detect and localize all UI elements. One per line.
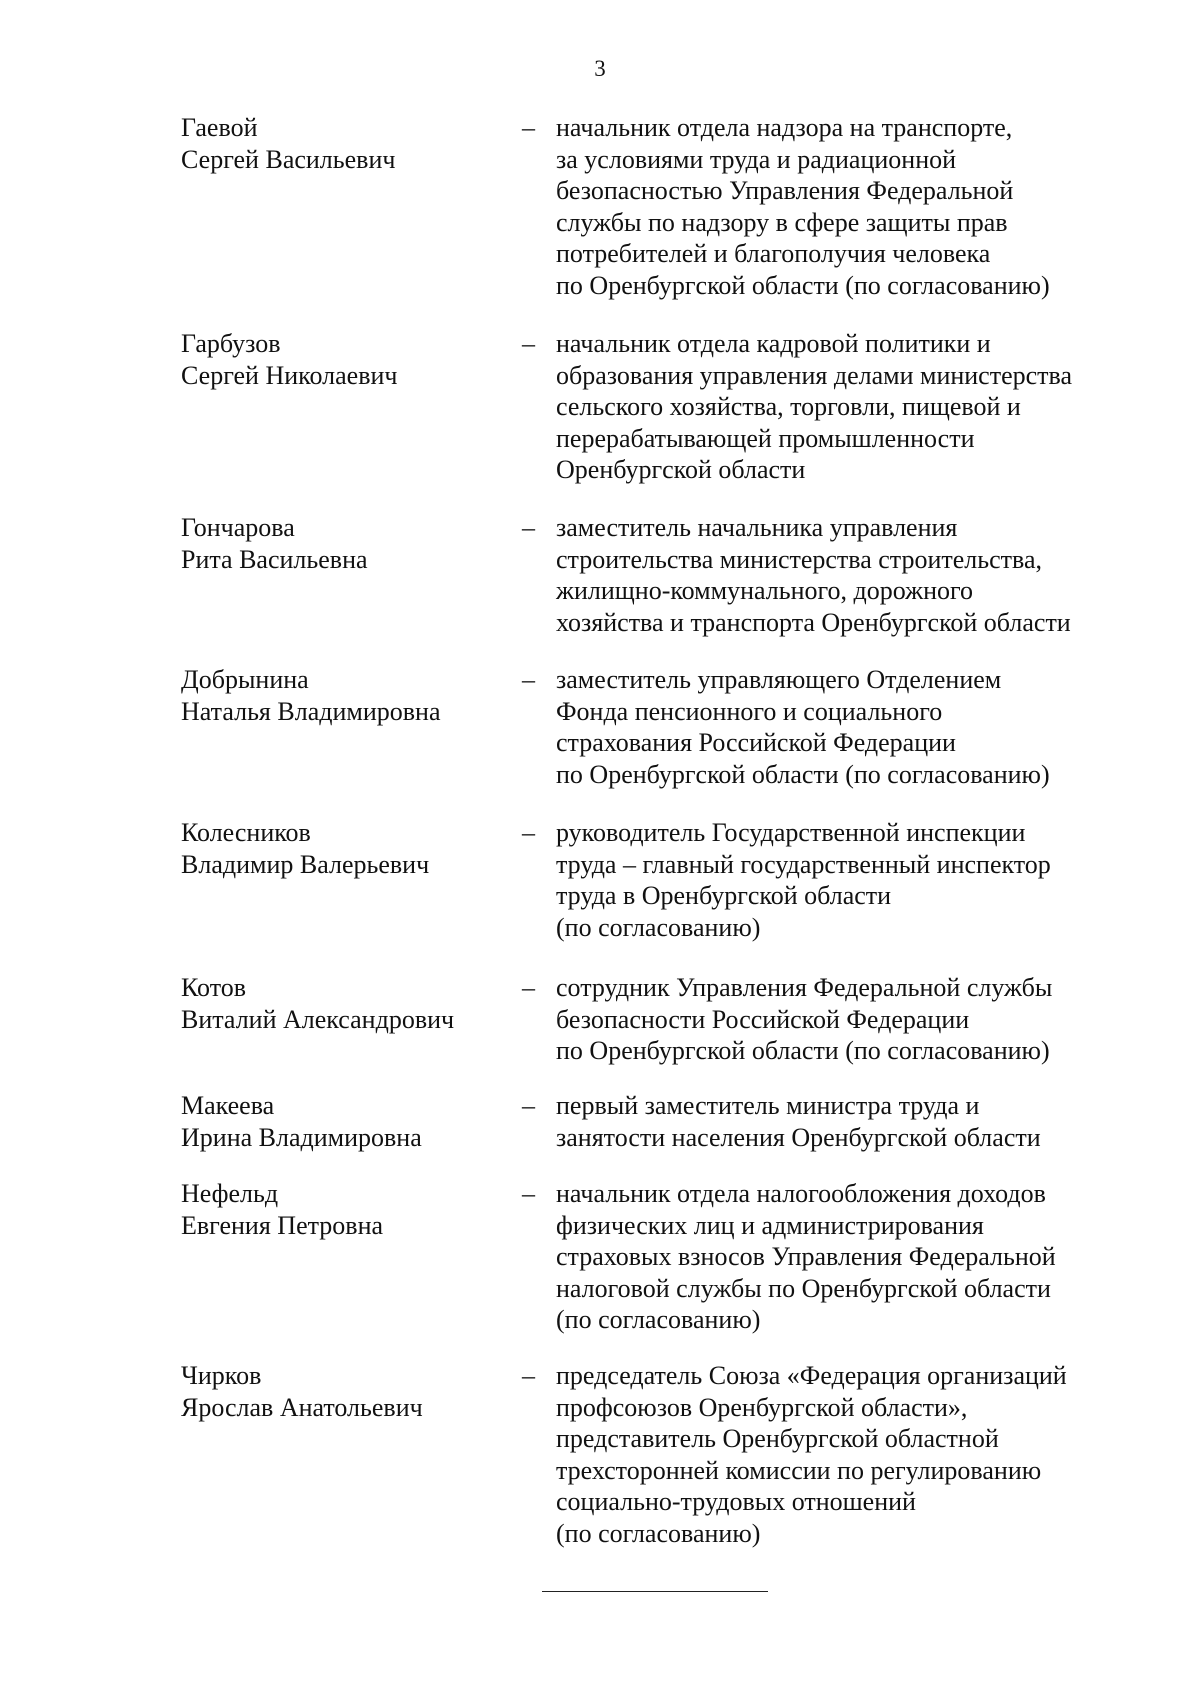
position-line: руководитель Государственной инспекции xyxy=(556,818,1026,847)
position-line: труда – главный государственный инспектор xyxy=(556,849,1051,879)
member-given-names: Ярослав Анатольевич xyxy=(181,1392,423,1422)
member-name xyxy=(181,664,501,727)
member-surname: Гарбузов xyxy=(181,329,281,358)
member-name xyxy=(181,1178,501,1241)
page-number: 3 xyxy=(594,56,606,81)
member-position xyxy=(556,112,1176,301)
position-line: начальник отдела налогообложения доходов xyxy=(556,1179,1046,1208)
member-name xyxy=(181,817,501,880)
member-position xyxy=(556,972,1176,1067)
member-position xyxy=(556,512,1176,638)
position-line: (по согласованию) xyxy=(556,1518,761,1548)
member-position xyxy=(556,664,1176,790)
position-line: по Оренбургской области (по согласованию) xyxy=(556,759,1050,789)
position-line: страховых взносов Управления Федеральной xyxy=(556,1242,1056,1271)
position-line: службы по надзору в сфере защиты прав xyxy=(556,207,1008,237)
position-line: занятости населения Оренбургской области xyxy=(556,1122,1041,1152)
member-name xyxy=(181,972,501,1035)
member-surname: Чирков xyxy=(181,1361,262,1390)
position-line: безопасности Российской Федерации xyxy=(556,1004,970,1034)
position-line: первый заместитель министра труда и xyxy=(556,1091,980,1120)
member-name xyxy=(181,328,501,391)
position-line: хозяйства и транспорта Оренбургской области xyxy=(556,607,1071,637)
entry-dash: – xyxy=(522,113,535,142)
position-line: строительства министерства строительства, xyxy=(556,544,1043,574)
member-position xyxy=(556,328,1176,486)
position-line: заместитель управляющего Отделением xyxy=(556,665,1002,694)
member-given-names: Рита Васильевна xyxy=(181,544,368,574)
member-name xyxy=(181,512,501,575)
entry-dash: – xyxy=(522,1179,535,1208)
entry-dash: – xyxy=(522,665,535,694)
member-given-names: Ирина Владимировна xyxy=(181,1122,422,1152)
end-separator-line xyxy=(542,1591,768,1592)
position-line: страхования Российской Федерации xyxy=(556,728,956,757)
member-position xyxy=(556,1178,1176,1336)
member-surname: Гаевой xyxy=(181,113,258,142)
member-position xyxy=(556,1360,1176,1549)
member-surname: Гончарова xyxy=(181,513,295,542)
member-name xyxy=(181,1360,501,1423)
position-line: физических лиц и администрирования xyxy=(556,1210,984,1240)
member-name xyxy=(181,112,501,175)
position-line: начальник отдела кадровой политики и xyxy=(556,329,991,358)
position-line: Оренбургской области xyxy=(556,455,806,484)
entry-dash: – xyxy=(522,818,535,847)
entry-dash: – xyxy=(522,973,535,1002)
member-position xyxy=(556,817,1176,943)
position-line: сельского хозяйства, торговли, пищевой и xyxy=(556,392,1021,421)
member-surname: Колесников xyxy=(181,818,311,847)
position-line: образования управления делами министерства xyxy=(556,360,1073,390)
position-line: труда в Оренбургской области xyxy=(556,881,892,910)
member-name xyxy=(181,1090,501,1153)
member-surname: Добрынина xyxy=(181,665,309,694)
position-line: (по согласованию) xyxy=(556,912,761,942)
position-line: профсоюзов Оренбургской области», xyxy=(556,1392,968,1422)
position-line: социально-трудовых отношений xyxy=(556,1487,916,1516)
position-line: председатель Союза «Федерация организаций xyxy=(556,1361,1067,1390)
member-given-names: Сергей Васильевич xyxy=(181,144,396,174)
position-line: перерабатывающей промышленности xyxy=(556,423,975,453)
position-line: представитель Оренбургской областной xyxy=(556,1424,999,1453)
member-surname: Котов xyxy=(181,973,246,1002)
position-line: Фонда пенсионного и социального xyxy=(556,696,943,726)
position-line: по Оренбургской области (по согласованию) xyxy=(556,270,1050,300)
position-line: (по согласованию) xyxy=(556,1305,761,1334)
entry-dash: – xyxy=(522,1091,535,1120)
member-given-names: Владимир Валерьевич xyxy=(181,849,430,879)
position-line: сотрудник Управления Федеральной службы xyxy=(556,973,1053,1002)
position-line: за условиями труда и радиационной xyxy=(556,144,957,174)
member-surname: Макеева xyxy=(181,1091,275,1120)
entry-dash: – xyxy=(522,513,535,542)
position-line: трехсторонней комиссии по регулированию xyxy=(556,1455,1042,1485)
position-line: начальник отдела надзора на транспорте, xyxy=(556,113,1013,142)
position-line: заместитель начальника управления xyxy=(556,513,958,542)
entry-dash: – xyxy=(522,329,535,358)
position-line: по Оренбургской области (по согласованию) xyxy=(556,1036,1050,1065)
position-line: налоговой службы по Оренбургской области xyxy=(556,1273,1051,1303)
position-line: потребителей и благополучия человека xyxy=(556,239,991,268)
member-given-names: Сергей Николаевич xyxy=(181,360,398,390)
position-line: жилищно-коммунального, дорожного xyxy=(556,576,974,605)
entry-dash: – xyxy=(522,1361,535,1390)
position-line: безопасностью Управления Федеральной xyxy=(556,176,1014,205)
member-surname: Нефельд xyxy=(181,1179,279,1208)
member-position xyxy=(556,1090,1176,1153)
member-given-names: Виталий Александрович xyxy=(181,1004,455,1034)
member-given-names: Евгения Петровна xyxy=(181,1210,384,1240)
member-given-names: Наталья Владимировна xyxy=(181,696,441,726)
